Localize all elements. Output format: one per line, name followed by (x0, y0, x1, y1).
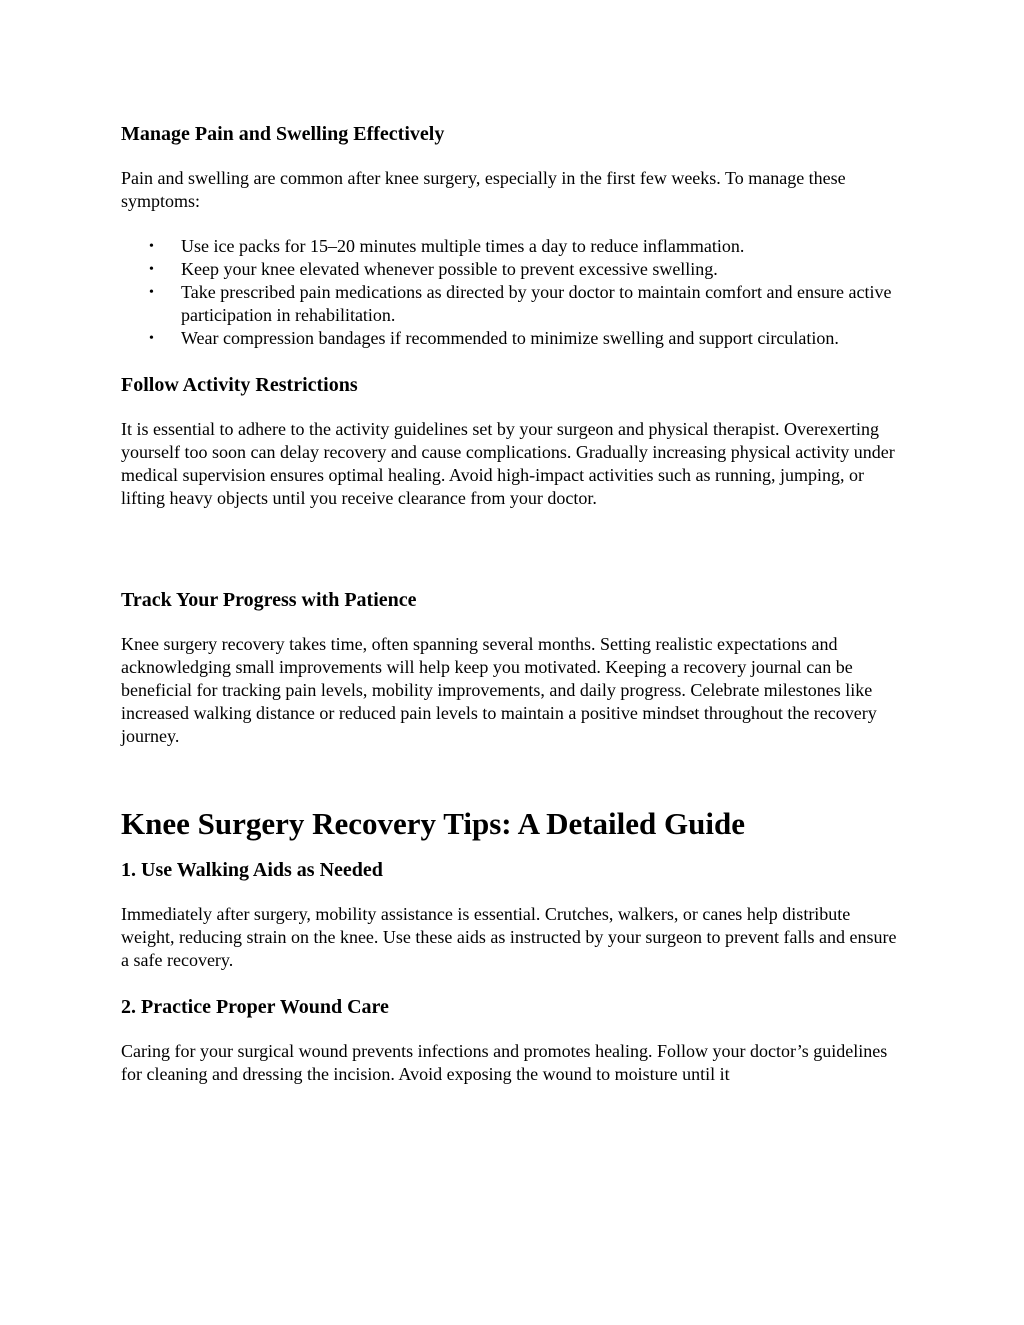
heading-track-progress: Track Your Progress with Patience (121, 589, 417, 611)
bullet-icon: • (149, 239, 154, 254)
pain-tips-list (121, 235, 901, 350)
progress-paragraph: Knee surgery recovery takes time, often spanning several months. Setting realistic expectations and acknowledging small improvements will help keep you motivated. Keeping a recovery journal can be beneficial for tracking pain levels, mobility improvements, and daily progress. Celebrate milestones like increased walking distance or reduced pain levels to maintain a positive mindset throughout the recovery journey. (121, 634, 877, 746)
bullet-icon: • (149, 331, 154, 346)
document-page (121, 120, 901, 1086)
walking-aids-paragraph: Immediately after surgery, mobility assistance is essential. Crutches, walkers, or canes help distribute weight, reducing strain on the knee. Use these aids as instructed by your surgeon to prevent falls and ensure a safe recovery. (121, 904, 897, 970)
list-item (121, 281, 901, 327)
bullet-icon: • (149, 285, 154, 300)
heading-wound-care: 2. Practice Proper Wound Care (121, 996, 389, 1018)
wound-care-paragraph: Caring for your surgical wound prevents infections and promotes healing. Follow your doctor’s guidelines for cleaning and dressing the incision. Avoid exposing the wound to moisture until it (121, 1041, 888, 1084)
bullet-icon: • (149, 262, 154, 277)
list-item-text: Wear compression bandages if recommended to minimize swelling and support circulation. (181, 328, 839, 348)
list-item (121, 258, 901, 281)
list-item-text: Use ice packs for 15–20 minutes multiple times a day to reduce inflammation. (181, 236, 745, 256)
list-item (121, 235, 901, 258)
list-item-text: Keep your knee elevated whenever possible to prevent excessive swelling. (181, 259, 718, 279)
pain-intro-paragraph: Pain and swelling are common after knee surgery, especially in the first few weeks. To manage these symptoms: (121, 168, 846, 211)
list-item (121, 327, 901, 350)
heading-manage-pain: Manage Pain and Swelling Effectively (121, 123, 445, 145)
heading-activity-restrictions: Follow Activity Restrictions (121, 374, 358, 396)
guide-title: Knee Surgery Recovery Tips: A Detailed Guide (121, 806, 745, 841)
activity-paragraph: It is essential to adhere to the activity guidelines set by your surgeon and physical therapist. Overexerting yourself too soon can delay recovery and cause complications. Gradually increasing physical activity under medical supervision ensures optimal healing. Avoid high-impact activities such as running, jumping, or lifting heavy objects until you receive clearance from your doctor. (121, 419, 895, 508)
heading-walking-aids: 1. Use Walking Aids as Needed (121, 859, 383, 881)
list-item-text: Take prescribed pain medications as directed by your doctor to maintain comfort and ensure active participation in rehabilitation. (181, 282, 892, 325)
